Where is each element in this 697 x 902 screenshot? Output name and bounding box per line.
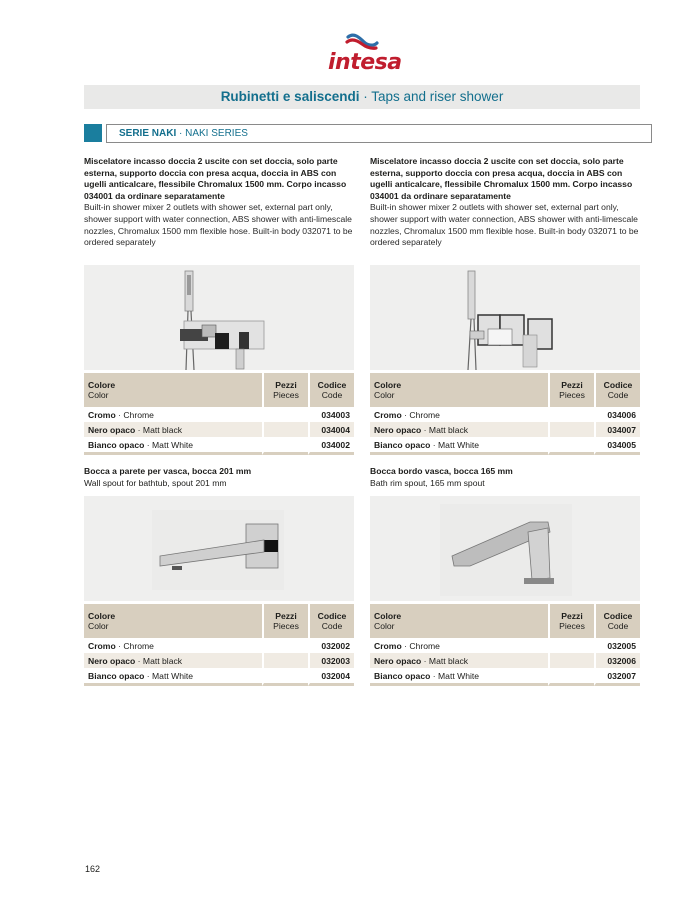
section-title-en: Taps and riser shower xyxy=(371,89,504,104)
description-en: Bath rim spout, 165 mm spout xyxy=(370,478,485,488)
description-it: Miscelatore incasso doccia 2 uscite con set doccia, solo parte esterna, supporto doccia con presa acqua, doccia in ABS con ugelli anticalcare, flessibile Chromalux 1500 mm. Corpo incasso 034001 da ordinare separatamente xyxy=(84,156,347,201)
product-code-table xyxy=(370,373,640,455)
product-code: 034003 xyxy=(308,407,354,422)
intesa-logo xyxy=(322,33,402,79)
header-color: Colore Color xyxy=(370,604,548,638)
table-row: Cromo · Chrome 032002 xyxy=(84,638,354,653)
product-code: 032005 xyxy=(594,638,640,653)
product-code: 032002 xyxy=(308,638,354,653)
header-code: Codice Code xyxy=(594,604,640,638)
table-row: Nero opaco · Matt black 034004 xyxy=(84,422,354,437)
description-it: Miscelatore incasso doccia 2 uscite con set doccia, solo parte esterna, supporto doccia con presa acqua, doccia in ABS con ugelli anticalcare, flessibile Chromalux 1500 mm. Corpo incasso 034001 da ordinare separatamente xyxy=(370,156,633,201)
table-row: Nero opaco · Matt black 034007 xyxy=(370,422,640,437)
series-marker xyxy=(84,124,102,142)
product-code: 034005 xyxy=(594,437,640,455)
product-description xyxy=(84,465,354,489)
product-code: 032004 xyxy=(308,668,354,686)
header-code: Codice Code xyxy=(594,373,640,407)
product-code: 032006 xyxy=(594,653,640,668)
table-row: Cromo · Chrome 034003 xyxy=(84,407,354,422)
product-code: 034006 xyxy=(594,407,640,422)
table-row: Bianco opaco · Matt White 034005 xyxy=(370,437,640,455)
product-code: 032007 xyxy=(594,668,640,686)
description-it: Bocca a parete per vasca, bocca 201 mm xyxy=(84,466,252,476)
series-name-en: NAKI SERIES xyxy=(185,128,248,139)
header-pieces: Pezzi Pieces xyxy=(262,604,308,638)
table-row: Nero opaco · Matt black 032003 xyxy=(84,653,354,668)
product-description xyxy=(370,465,640,489)
table-row: Nero opaco · Matt black 032006 xyxy=(370,653,640,668)
product-code-table xyxy=(370,604,640,686)
description-en: Built-in shower mixer 2 outlets with shower set, external part only, shower support with water connection, ABS shower with anti-limescale nozzles, Chromalux 1500 mm flexible hose. Built-in body 032071 to be ordered separately xyxy=(370,202,639,248)
header-code: Codice Code xyxy=(308,604,354,638)
product-code: 034004 xyxy=(308,422,354,437)
description-en: Built-in shower mixer 2 outlets with shower set, external part only, shower support with water connection, ABS shower with anti-limescale nozzles, Chromalux 1500 mm flexible hose. Built-in body 032071 to be ordered separately xyxy=(84,202,353,248)
series-heading xyxy=(106,124,652,143)
product-code: 034007 xyxy=(594,422,640,437)
table-row: Cromo · Chrome 032005 xyxy=(370,638,640,653)
header-code: Codice Code xyxy=(308,373,354,407)
product-code-table xyxy=(84,373,354,455)
table-header-row xyxy=(370,373,640,407)
series-name-it: SERIE NAKI xyxy=(119,128,177,139)
header-color: Colore Color xyxy=(84,373,262,407)
logo-wordmark: intesa xyxy=(328,50,402,75)
header-pieces: Pezzi Pieces xyxy=(548,373,594,407)
description-it: Bocca bordo vasca, bocca 165 mm xyxy=(370,466,513,476)
table-row: Bianco opaco · Matt White 032007 xyxy=(370,668,640,686)
product-description xyxy=(370,156,640,249)
table-header-row xyxy=(84,373,354,407)
table-row: Bianco opaco · Matt White 032004 xyxy=(84,668,354,686)
title-separator: · xyxy=(359,89,372,104)
series-separator: · xyxy=(176,128,186,139)
section-title xyxy=(84,85,640,109)
section-title-it: Rubinetti e saliscendi xyxy=(220,89,360,104)
header-color: Colore Color xyxy=(370,373,548,407)
table-header-row xyxy=(84,604,354,638)
product-image-wall-spout xyxy=(84,496,354,601)
header-pieces: Pezzi Pieces xyxy=(262,373,308,407)
product-image-bath-rim-spout xyxy=(370,496,640,601)
product-image-shower-mixer-plates xyxy=(370,265,640,370)
header-color: Colore Color xyxy=(84,604,262,638)
product-code: 034002 xyxy=(308,437,354,455)
product-code: 032003 xyxy=(308,653,354,668)
product-image-shower-mixer xyxy=(84,265,354,370)
table-row: Cromo · Chrome 034006 xyxy=(370,407,640,422)
page-number: 162 xyxy=(85,864,101,874)
product-code-table xyxy=(84,604,354,686)
description-en: Wall spout for bathtub, spout 201 mm xyxy=(84,478,227,488)
product-description xyxy=(84,156,354,249)
table-header-row xyxy=(370,604,640,638)
header-pieces: Pezzi Pieces xyxy=(548,604,594,638)
table-row: Bianco opaco · Matt White 034002 xyxy=(84,437,354,455)
